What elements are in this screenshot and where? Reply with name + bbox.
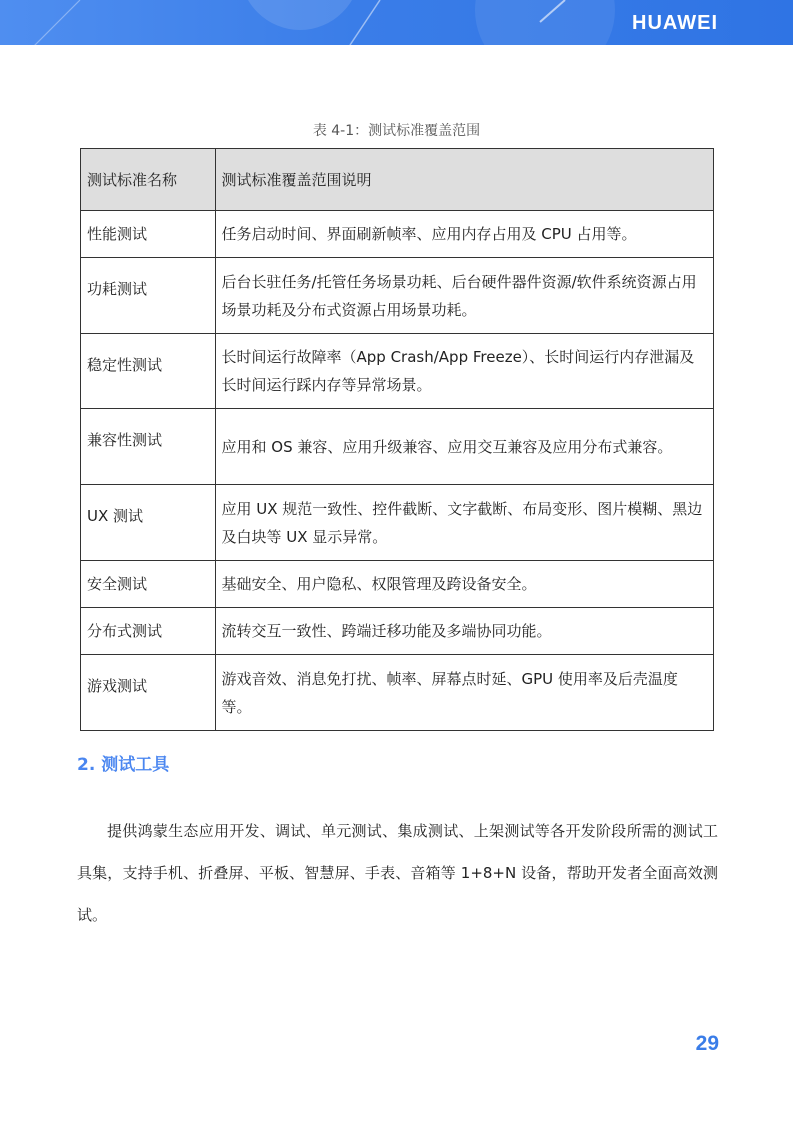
table-row — [81, 409, 714, 485]
row-name: 性能测试 — [81, 211, 216, 258]
table-row — [81, 334, 714, 409]
section-title: 2. 测试工具 — [77, 755, 170, 775]
row-name: 安全测试 — [81, 561, 216, 608]
row-description: 应用和 OS 兼容、应用升级兼容、应用交互兼容及应用分布式兼容。 — [215, 409, 713, 485]
row-description: 长时间运行故障率（App Crash/App Freeze）、长时间运行内存泄漏及长时间运行踩内存等异常场景。 — [215, 334, 713, 409]
row-name: 分布式测试 — [81, 608, 216, 655]
row-name: UX 测试 — [81, 485, 216, 561]
brand-logo: HUAWEI — [632, 12, 718, 34]
table-row — [81, 561, 714, 608]
row-description: 应用 UX 规范一致性、控件截断、文字截断、布局变形、图片模糊、黑边及白块等 UX 显示异常。 — [215, 485, 713, 561]
test-standards-table — [80, 148, 714, 731]
row-description: 游戏音效、消息免打扰、帧率、屏幕点时延、GPU 使用率及后壳温度等。 — [215, 655, 713, 731]
table-caption: 表 4-1：测试标准覆盖范围 — [312, 123, 481, 139]
row-name: 稳定性测试 — [81, 334, 216, 409]
header-standard-name: 测试标准名称 — [81, 149, 216, 211]
table-row — [81, 258, 714, 334]
row-description: 任务启动时间、界面刷新帧率、应用内存占用及 CPU 占用等。 — [215, 211, 713, 258]
section-paragraph: 提供鸿蒙生态应用开发、调试、单元测试、集成测试、上架测试等各开发阶段所需的测试工具集，支持手机、折叠屏、平板、智慧屏、手表、音箱等 1+8+N 设备，帮助开发者全面高效测试。 — [77, 822, 718, 924]
page-number: 29 — [695, 1032, 719, 1055]
row-description: 流转交互一致性、跨端迁移功能及多端协同功能。 — [215, 608, 713, 655]
table-row — [81, 211, 714, 258]
row-name: 兼容性测试 — [81, 409, 216, 485]
table-row — [81, 608, 714, 655]
header-coverage-description: 测试标准覆盖范围说明 — [215, 149, 713, 211]
row-name: 游戏测试 — [81, 655, 216, 731]
row-description: 基础安全、用户隐私、权限管理及跨设备安全。 — [215, 561, 713, 608]
header-banner — [0, 0, 793, 45]
table-header-row — [81, 149, 714, 211]
row-description: 后台长驻任务/托管任务场景功耗、后台硬件器件资源/软件系统资源占用场景功耗及分布式资源占用场景功耗。 — [215, 258, 713, 334]
table-row — [81, 485, 714, 561]
table-row — [81, 655, 714, 731]
row-name: 功耗测试 — [81, 258, 216, 334]
